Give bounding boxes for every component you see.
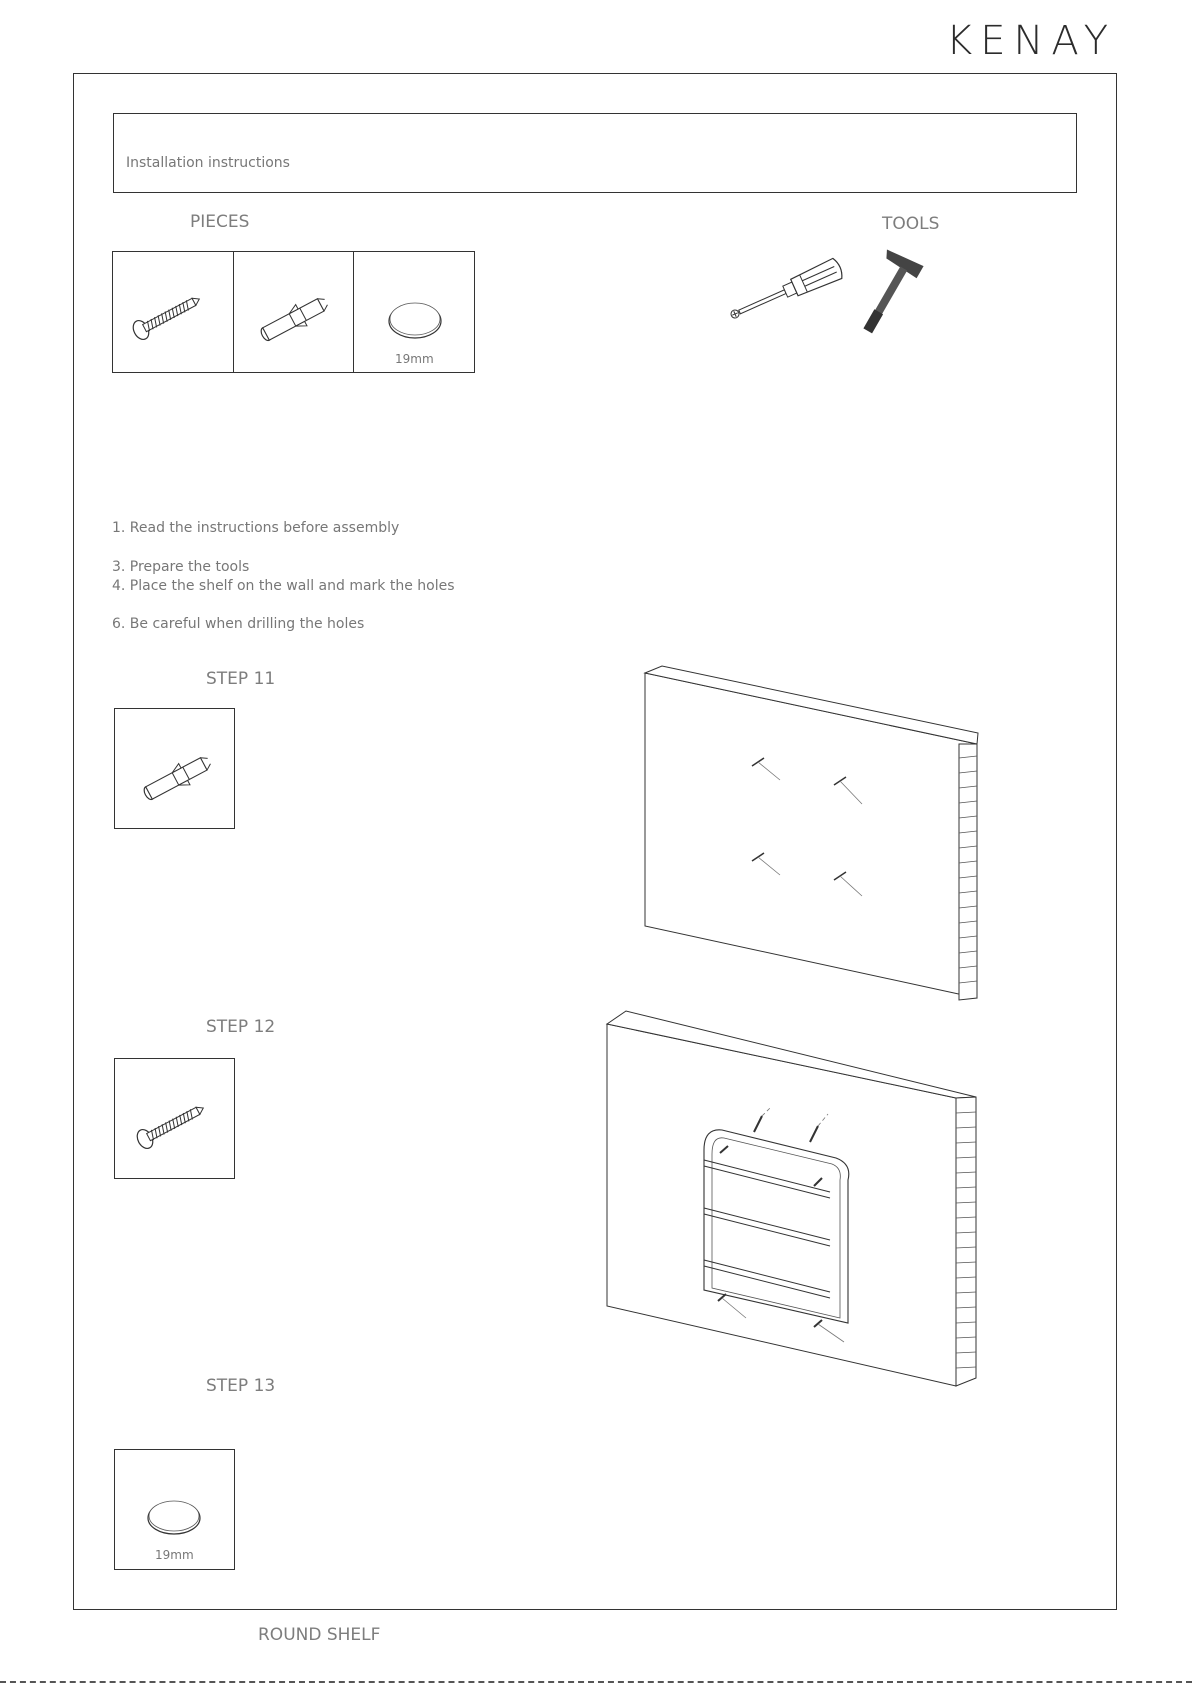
wall-plug-icon — [234, 252, 356, 374]
hammer-icon — [878, 250, 948, 335]
piece-screw-box — [112, 251, 234, 373]
step-12-shelf-diagram — [604, 1008, 980, 1388]
instruction-line-3: 3. Prepare the tools — [112, 559, 250, 575]
screw-icon — [113, 252, 235, 374]
footer-product-name: ROUND SHELF — [258, 1625, 381, 1645]
step-11-title: STEP 11 — [206, 669, 276, 689]
step-12-title: STEP 12 — [206, 1017, 276, 1037]
piece-wall-plug-box — [233, 251, 355, 373]
step-13-title: STEP 13 — [206, 1376, 276, 1396]
notice-text: Installation instructions — [126, 155, 290, 171]
instruction-line-6: 6. Be careful when drilling the holes — [112, 616, 365, 632]
step-12-part-box — [114, 1058, 235, 1179]
instruction-line-4: 4. Place the shelf on the wall and mark the holes — [112, 578, 455, 594]
step-11-part-box — [114, 708, 235, 829]
instruction-line-1: 1. Read the instructions before assembly — [112, 520, 400, 536]
screwdriver-icon — [725, 258, 855, 328]
tools-heading: TOOLS — [882, 214, 940, 234]
cut-line — [0, 1681, 1192, 1683]
pieces-heading: PIECES — [190, 212, 250, 232]
piece-size-label: 19mm — [395, 352, 434, 366]
notice-box — [113, 113, 1077, 193]
brand-logo: KENAY — [946, 18, 1117, 64]
step-11-wall-diagram — [640, 668, 980, 1003]
screw-icon — [115, 1059, 236, 1180]
wall-plug-icon — [115, 709, 236, 830]
step-13-size-label: 19mm — [155, 1548, 194, 1562]
